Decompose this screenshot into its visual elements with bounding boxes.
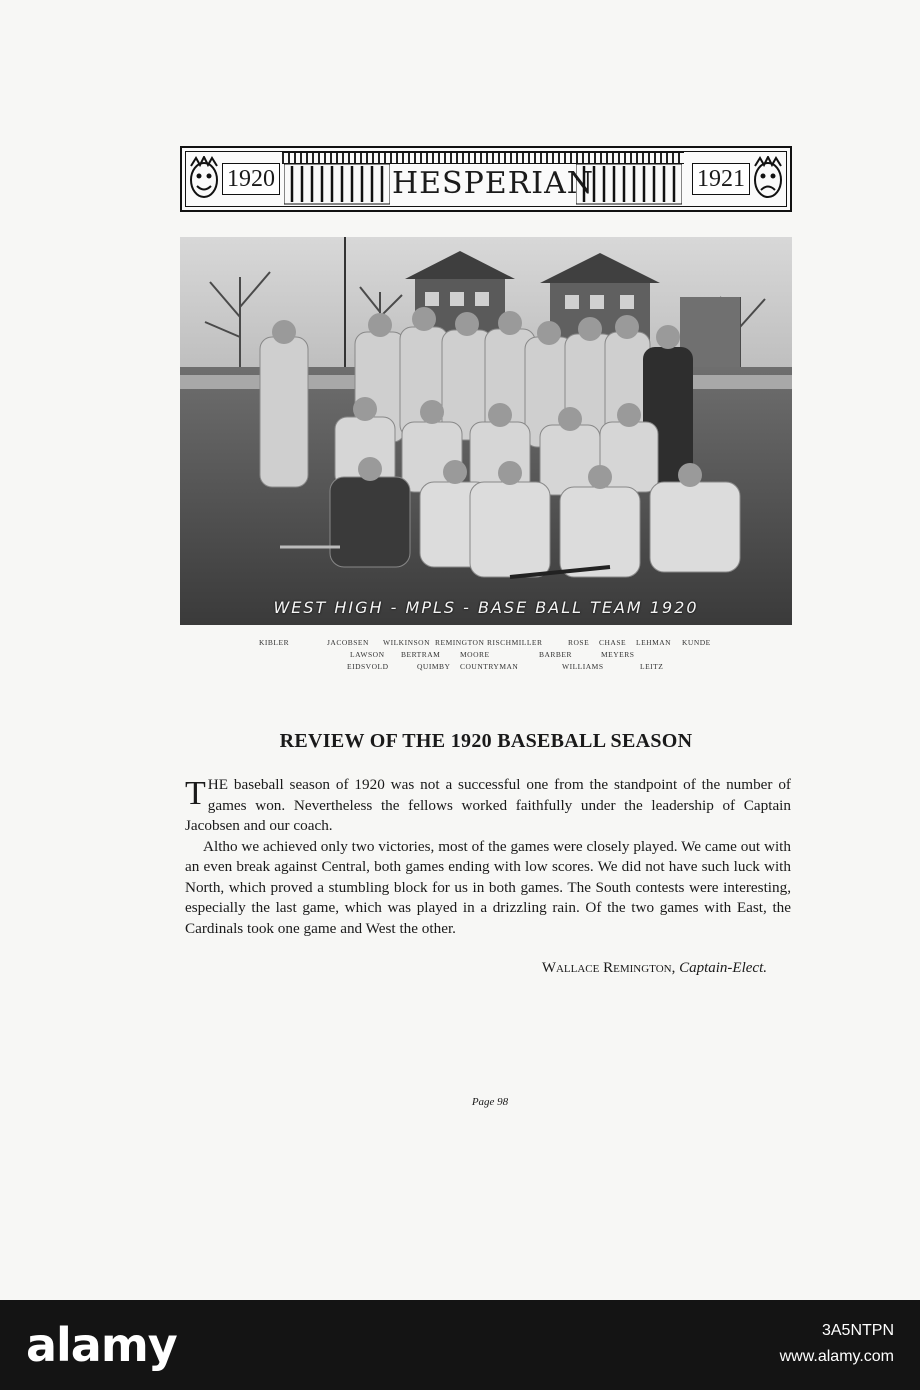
player-name: RISCHMILLER [487,638,543,647]
player-name: ROSE [568,638,590,647]
drop-cap: T [185,775,206,812]
comedy-mask-icon [186,156,222,202]
team-photo [180,237,792,625]
player-name: KUNDE [682,638,711,647]
watermark-site: www.alamy.com [779,1348,894,1365]
yearbook-title: HESPERIAN [392,166,595,201]
image-id: 3A5NTPN [821,1322,894,1339]
article-heading: REVIEW OF THE 1920 BASEBALL SEASON [279,730,693,752]
player-name: EIDSVOLD [347,662,389,671]
team-photo-image [180,237,792,625]
watermark-info [780,1318,894,1370]
player-name: LEHMAN [636,638,672,647]
signature-title: Captain-Elect. [679,960,767,976]
alamy-logo: alamy [26,1318,177,1372]
player-name: LAWSON [350,650,385,659]
paragraph-1-text: HE baseball season of 1920 was not a successful one from the standpoint of the number of games won. Nevertheless the fellows worked faithfully under the leadership of Captain Jacobsen and our coach. [185,776,791,834]
player-name: MOORE [460,650,490,659]
year-left: 1920 [222,163,280,195]
player-name: BARBER [539,650,573,659]
names-row-2 [180,650,792,662]
player-name: COUNTRYMAN [460,662,519,671]
player-name: KIBLER [259,638,290,647]
year-right: 1921 [692,163,750,195]
article-body [185,775,791,939]
player-name: JACOBSEN [327,638,369,647]
player-name: MEYERS [601,650,635,659]
player-name: CHASE [599,638,627,647]
signature [185,960,767,977]
pillar-ornament-left [284,154,390,206]
player-name: REMINGTON [435,638,485,647]
watermark-bar [0,1300,920,1390]
signature-name: Wallace Remington, [541,960,676,976]
photo-caption: WEST HIGH - MPLS - BASE BALL TEAM 1920 [273,598,699,617]
player-name: BERTRAM [401,650,441,659]
player-name: QUIMBY [417,662,451,671]
header-banner [180,146,792,212]
player-name: WILKINSON [383,638,430,647]
names-row-3 [180,662,792,674]
pillar-ornament-right [576,154,682,206]
names-row-1 [180,638,792,650]
article-paragraph-2: Altho we achieved only two victories, most of the games were closely played. We came out with an even break against Central, both games ending with low scores. We did not have such luck with North, which proved a stumbling block for us in both games. The South contests were interesting, especially the last game, which was played in a drizzling rain. Of the two games with East, the Cardinals took one game and West the other. [185,837,791,937]
tragedy-mask-icon [750,156,786,202]
player-name: LEITZ [640,662,664,671]
article-paragraph-1 [185,775,791,837]
player-name: WILLIAMS [562,662,604,671]
page-number: Page 98 [471,1096,509,1108]
